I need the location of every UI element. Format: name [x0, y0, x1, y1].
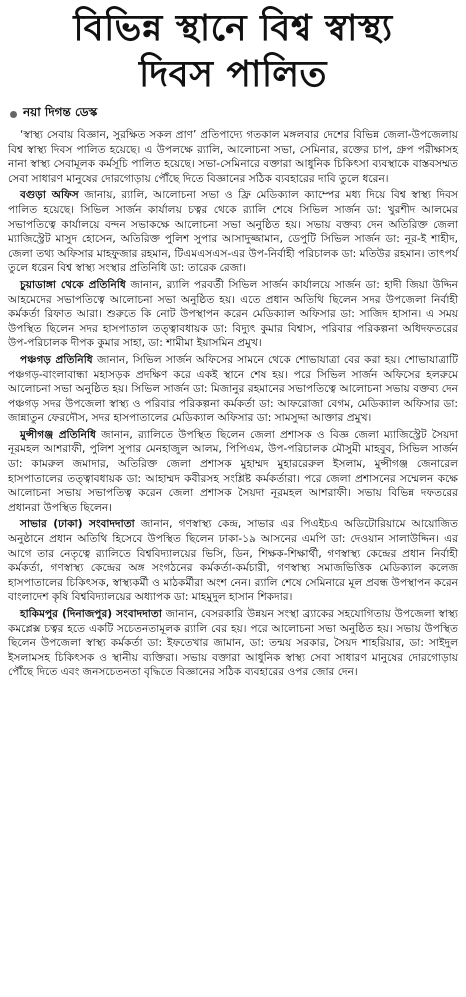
article-body — [8, 128, 458, 680]
dateline: মুন্সীগঞ্জ প্রতিনিধি — [20, 428, 96, 441]
paragraph-text: জানান, বেসরকারি উন্নয়ন সংস্থা ব্র্যাকের সহযোগিতায় উপজেলা স্বাস্থ্য কমপ্লেক্স চত্বর হতে একটি সচেতনতামূলক র‌্যালি বের হয়। পরে আলোচনা সভা অনুষ্ঠিত হয়। সভায় উপস্থিত ছিলেন উপজেলা স্বাস্থ্য কর্মকর্তা ডা: ইফতেখার জামান, ডা: তন্ময় সরকার, সৈয়দ শাহরিয়ার, ডা: সাইদুল ইসলামসহ চিকিৎসক ও স্থানীয় ব্যক্তিরা। সভায় বক্তারা আধুনিক স্বাস্থ্য সেবা সাধারণ মানুষের দোরগোড়ায় পৌঁছে দিতে এবং জনসচেতনতা বৃদ্ধিতে বিজ্ঞানের সঠিক ব্যবহারের ওপর জোর দেন। — [8, 608, 458, 679]
paragraph-text: জানান, সিভিল সার্জন অফিসের সামনে থেকে শোভাযাত্রা বের করা হয়। শোভাযাত্রাটি পঞ্চগড়-বাংলাবান্ধা মহাসড়ক প্রদক্ষিণ করে একই স্থানে শেষ হয়। পরে সিভিল সার্জন অফিসের হলরুমে আলোচনা সভা অনুষ্ঠিত হয়। সিভিল সার্জন ডা: মিজানুর রহমানের সভাপতিত্বে আলোচনা সভায় বক্তব্য দেন পঞ্চগড় সদর উপজেলা স্বাস্থ্য ও পরিবার পরিকল্পনা কর্মকর্তা ডা: আফরোজা বেগম, মেডিক্যাল অফিসার ডা: জান্নাতুন ফেরদৌস, সদর হাসপাতালের মেডিক্যাল অফিসার ডা: সামসুদ্দা আক্তার প্রমুখ। — [8, 353, 458, 425]
paragraph-text: ‘স্বাস্থ্য সেবায় বিজ্ঞান, সুরক্ষিত সকল প্রাণ’ প্রতিপাদ্যে গতকাল মঙ্গলবার দেশের বিভিন্ন জেলা-উপজেলায় বিশ্ব স্বাস্থ্য দিবস পালিত হয়েছে। এ উপলক্ষে র‌্যালি, আলোচনা সভা, সেমিনার, রক্তের চাপ, গ্রুপ পরীক্ষাসহ নানা স্বাস্থ্য সেবামূলক কর্মসূচি পালিত হয়েছে। সভা-সেমিনারে বক্তারা আধুনিক চিকিৎসা ব্যবস্থাকে বাস্তবসম্মত সেবা সাধারণ মানুষের দোরগোড়ায় পৌঁছে দিতে বিজ্ঞানের সঠিক ব্যবহারের দাবি তুলে ধরেন। — [8, 129, 458, 185]
headline-line-2: দিবস পালিত — [138, 54, 328, 95]
paragraph-2 — [8, 188, 458, 276]
paragraph-3 — [8, 278, 458, 351]
byline-text: নয়া দিগন্ত ডেস্ক — [23, 105, 98, 119]
bullet-icon — [10, 111, 17, 118]
byline — [10, 104, 458, 124]
dateline: চুয়াডাঙ্গা থেকে প্রতিনিধি — [20, 278, 126, 291]
paragraph-5 — [8, 428, 458, 516]
paragraph-7 — [8, 607, 458, 680]
paragraph-6 — [8, 517, 458, 605]
dateline: হাকিমপুর (দিনাজপুর) সংবাদদাতা — [20, 608, 162, 620]
dateline: বগুড়া অফিস — [20, 189, 79, 202]
headline — [8, 6, 458, 98]
dateline: পঞ্চগড় প্রতিনিধি — [20, 353, 93, 366]
paragraph-4 — [8, 353, 458, 426]
paragraph-text: জানান, গণস্বাস্থ্য কেন্দ্র, সাভার এর পিএইচএ অডিটোরিয়ামে আয়োজিত অনুষ্ঠানে প্রধান অতিথি হিসেবে উপস্থিত ছিলেন ঢাকা-১৯ আসনের এমপি ডা: দেওয়ান সালাউদ্দিন। এর আগে তার নেতৃত্বে র‌্যালিতে বিশ্ববিদ্যালয়ের ভিসি, ডিন, শিক্ষক-শিক্ষার্থী, গণস্বাস্থ্য কেন্দ্রের প্রধান নির্বাহী কর্মকর্তা, গণস্বাস্থ্য কেন্দ্রের অঙ্গ সংগঠনের কর্মকর্তা-কর্মচারী, গণস্বাস্থ্য সমাজভিত্তিক মেডিক্যাল কলেজ হাসপাতালের চিকিৎসক, স্বাস্থ্যকর্মী ও মাঠকর্মীরা অংশ নেন। র‌্যালি শেষে সেমিনারে মূল প্রবন্ধ উপস্থাপন করেন বাংলাদেশ কৃষি বিশ্ববিদ্যালয়ের অধ্যাপক ডা: মাহমুদুল হাসান শিকদার। — [8, 518, 458, 604]
headline-line-1: বিভিন্ন স্থানে বিশ্ব স্বাস্থ্য — [73, 8, 393, 49]
dateline: সাভার (ঢাকা) সংবাদদাতা — [20, 518, 135, 531]
paragraph-text: জানান, র‌্যালিতে উপস্থিত ছিলেন জেলা প্রশাসক ও বিজ্ঞ জেলা ম্যাজিস্ট্রেট সৈয়দা নূরমহল আশরাফী, পুলিশ সুপার মেনহাজুল আলম, পিপিএম, উপ-পরিচালক মৌসুমী মাহবুব, সিভিল সার্জন ডা: কামরুল জমাদার, অতিরিক্ত জেলা প্রশাসক মুহাম্মদ মুহাররেরুল ইসলাম, মুন্সীগঞ্জ জেনারেল হাসপাতালের তত্ত্বাবধায়ক ডা: আহাম্মদ কবীরসহ সংশ্লিষ্ট কর্মকর্তারা। পরে জেলা প্রশাসনের সম্মেলন কক্ষে আলোচনা সভায় সভাপতিত্ব করেন জেলা প্রশাসক সৈয়দা নূরমহল আশরাফী। সভায় বিভিন্ন দফতরের প্রধানরা উপস্থিত ছিলেন। — [8, 428, 458, 514]
paragraph-1 — [8, 128, 458, 186]
paragraph-text: জানান, র‌্যালি পরবর্তী সিভিল সার্জন কার্যালয়ে সার্জন ডা: হাদী জিয়া উদ্দিন আহমেদের সভাপতিত্বে আলোচনা সভা অনুষ্ঠিত হয়। এতে প্রধান অতিথি ছিলেন সদর উপজেলা নির্বাহী কর্মকর্তা রিফাত আরা। শুরুতে কি নোট উপস্থাপন করেন মেডিক্যাল অফিসার ডা: সাজিদ হাসান। এ সময় উপস্থিত ছিলেন সদর হাসপাতাল তত্ত্বাবধায়ক ডা: বিদ্যুৎ কুমার বিশ্বাস, পরিবার পরিকল্পনা অধিদফতরের উপ-পরিচালক দীপক কুমার সাহা, ডা: শামীমা ইয়াসমিন প্রমুখ। — [8, 278, 458, 350]
paragraph-text: জানায়, র‌্যালি, আলোচনা সভা ও ফ্রি মেডিক্যাল ক্যাম্পের মধ্য দিয়ে বিশ্ব স্বাস্থ্য দিবস পালিত হয়েছে। সিভিল সার্জন কার্যালয় চত্বর থেকে র‌্যালি শেষে সিভিল সার্জন ডা: খুরশীদ আলমের সভাপতিত্বে কার্যালয়ে বন্দন সভাকক্ষে আলোচনা সভা অনুষ্ঠিত হয়। সভায় বক্তব্য দেন অতিরিক্ত জেলা ম্যাজিস্ট্রেট মাসুদ হোসেন, অতিরিক্ত পুলিশ সুপার আসাদুজ্জামান, ডেপুটি সিভিল সার্জন ডা: নূর-ই শাহীদ, জেলা তথ্য অফিসার মাহফুজার রহমান, টিএমএসএস-এর উপ-নির্বাহী পরিচালক ডা: মতিউর রহমান। তাৎপর্য তুলে ধরেন বিশ্ব স্বাস্থ্য সংস্থার প্রতিনিধি ডা: তারেক রেজা। — [8, 189, 458, 275]
